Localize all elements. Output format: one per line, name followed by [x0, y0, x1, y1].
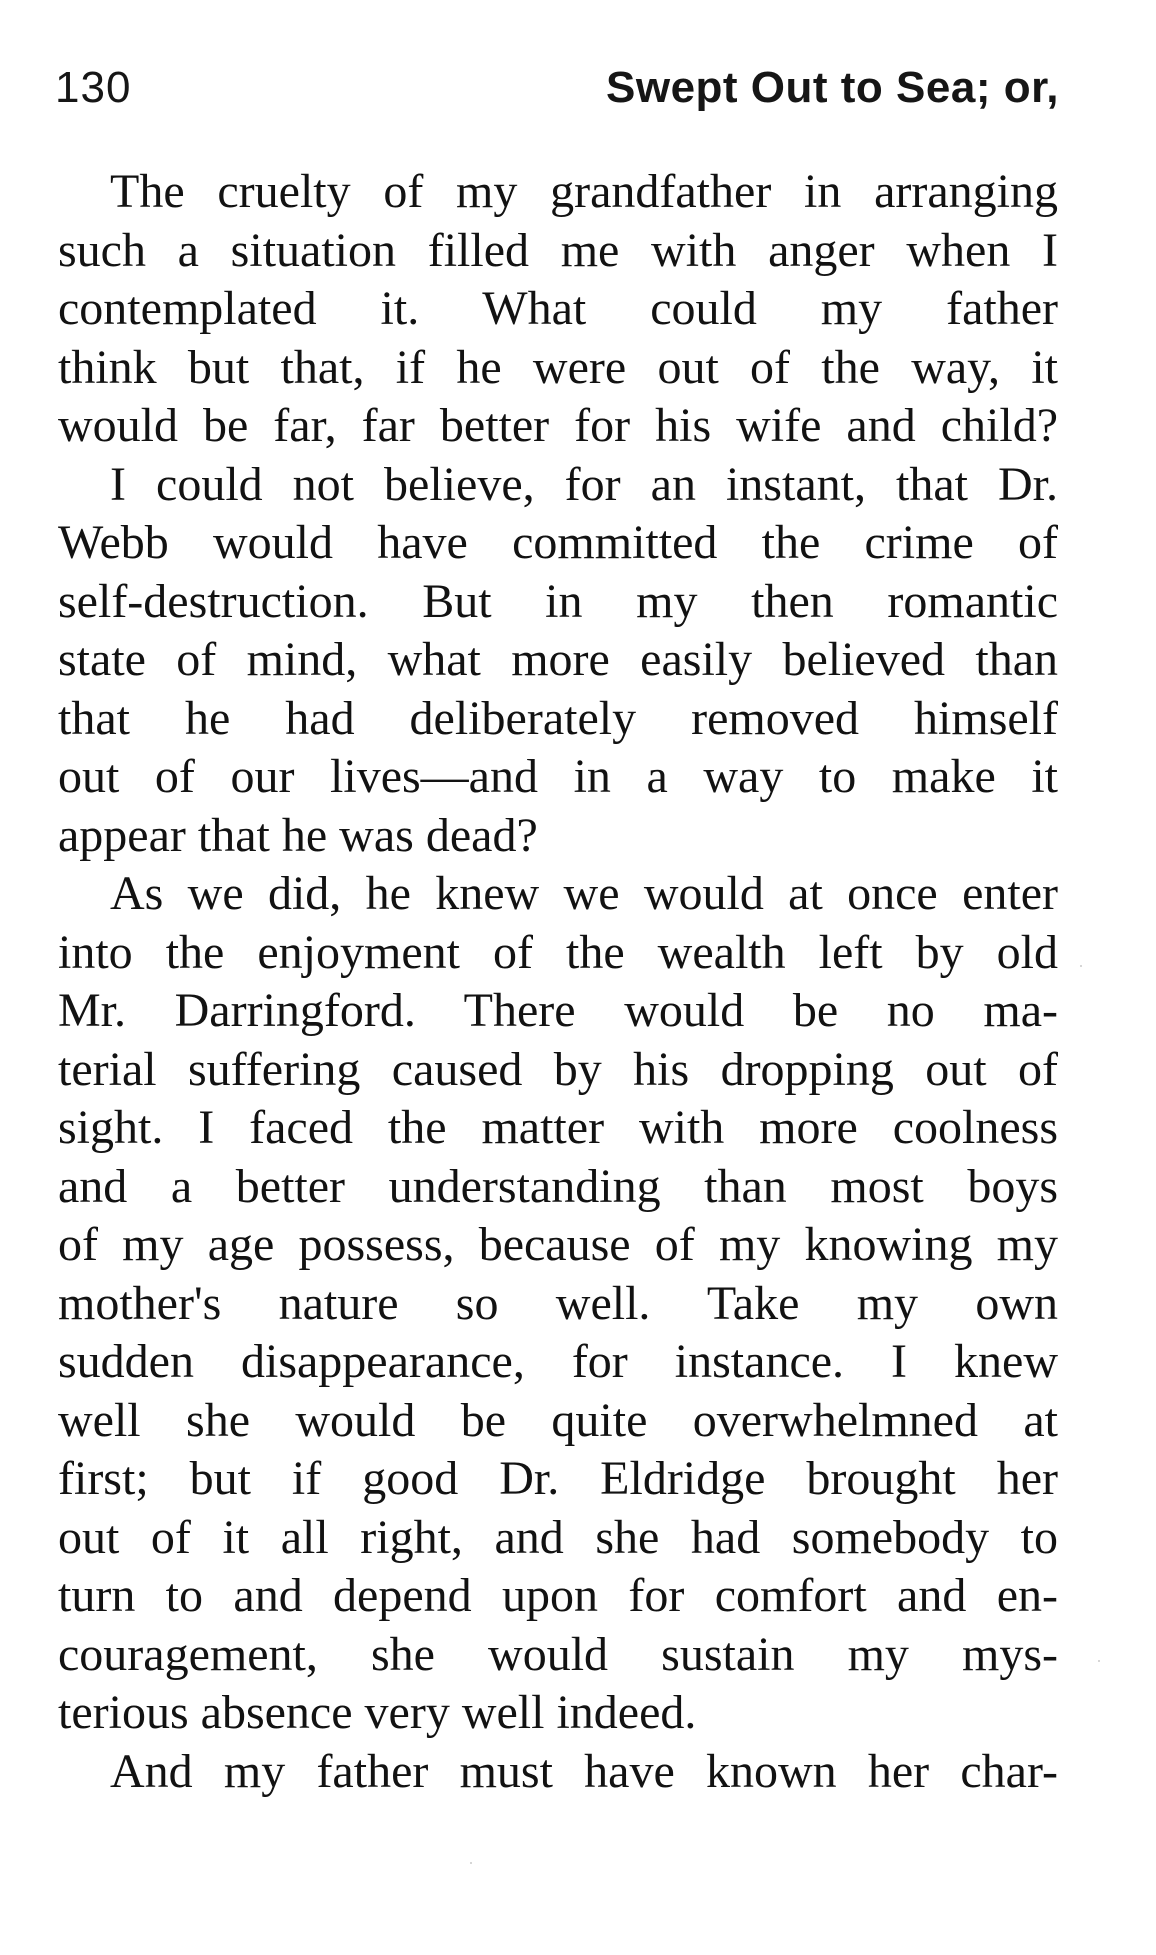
text-line: sight. I faced the matter with more coolness [58, 1101, 1058, 1154]
text-line: terious absence very well indeed. [58, 1686, 697, 1739]
text-line: well she would be quite overwhelmned at [58, 1393, 1058, 1447]
text-line: And my father must have known her char- [110, 1744, 1058, 1798]
text-line: first; but if good Dr. Eldridge brought her [58, 1452, 1058, 1505]
text-line: of my age possess, because of my knowing my [58, 1218, 1058, 1271]
text-line: turn to and depend upon for comfort and en- [58, 1569, 1058, 1622]
text-line: self-destruction. But in my then romantic [58, 574, 1058, 628]
text-line: sudden disappearance, for instance. I knew [58, 1335, 1058, 1388]
text-line: mother's nature so well. Take my own [58, 1276, 1058, 1330]
text-line: Mr. Darringford. There would be no ma- [58, 984, 1058, 1037]
text-line: appear that he was dead? [58, 808, 538, 862]
paragraph-1 [58, 163, 1058, 456]
paragraph-4 [58, 1743, 1058, 1802]
page-number: 130 [55, 63, 132, 112]
text-line: As we did, he knew we would at once enter [110, 867, 1058, 920]
text-line: contemplated it. What could my father [58, 282, 1058, 335]
text-line: that he had deliberately removed himself [58, 691, 1058, 745]
running-title: Swept Out to Sea; or, [606, 63, 1059, 112]
print-speck [470, 1862, 472, 1864]
text-line: into the enjoyment of the wealth left by old [58, 925, 1058, 979]
body-text [58, 163, 1058, 1801]
paragraph-3 [58, 865, 1058, 1743]
text-line: think but that, if he were out of the way, it [58, 340, 1058, 394]
text-line: out of it all right, and she had somebody to [58, 1510, 1058, 1564]
print-speck [1080, 965, 1082, 967]
text-line: state of mind, what more easily believed than [58, 633, 1058, 686]
text-line: such a situation filled me with anger when I [58, 223, 1058, 277]
text-line: out of our lives—and in a way to make it [58, 750, 1058, 803]
text-line: couragement, she would sustain my mys- [58, 1627, 1058, 1681]
text-line: The cruelty of my grandfather in arranging [110, 165, 1058, 218]
paragraph-2 [58, 456, 1058, 866]
text-line: and a better understanding than most boys [58, 1159, 1058, 1213]
text-line: Webb would have committed the crime of [58, 516, 1058, 569]
running-head [55, 58, 1059, 118]
print-speck [1098, 1660, 1100, 1662]
text-line: would be far, far better for his wife and child? [58, 399, 1058, 452]
text-line: I could not believe, for an instant, that Dr. [110, 457, 1058, 511]
text-line: terial suffering caused by his dropping out of [58, 1042, 1058, 1096]
